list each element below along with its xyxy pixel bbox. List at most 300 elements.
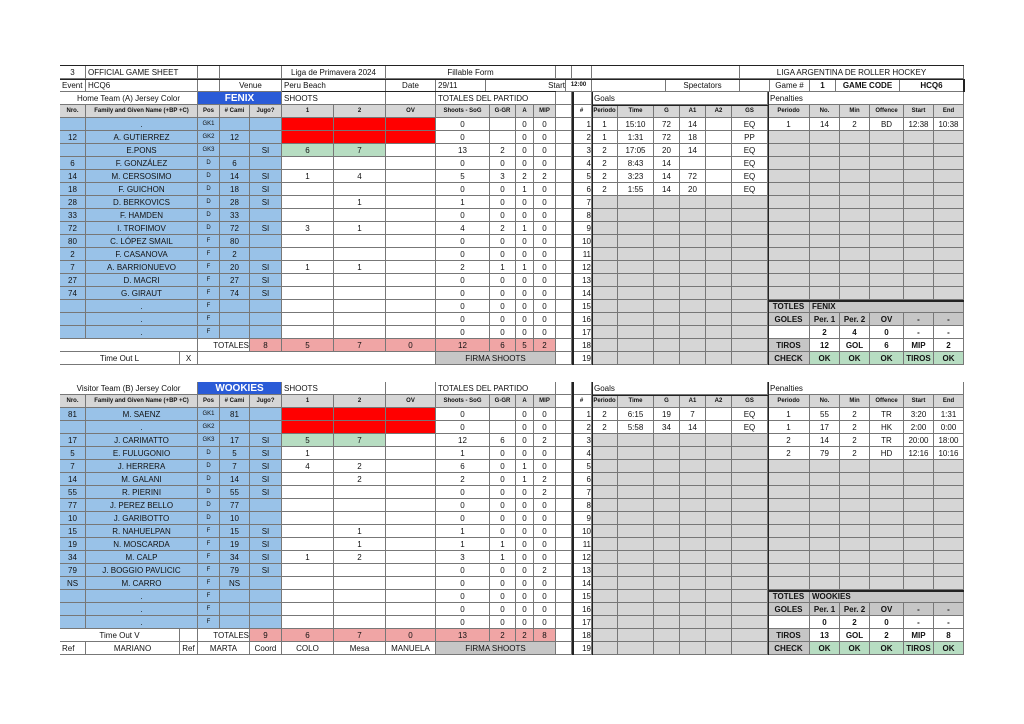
goal-empty-cell[interactable]	[732, 590, 768, 603]
player-played[interactable]	[250, 157, 282, 170]
shots-period-1[interactable]	[282, 235, 334, 248]
shots-overtime[interactable]	[386, 326, 436, 339]
shots-period-2[interactable]: 2	[334, 551, 386, 564]
goal-empty-cell[interactable]	[618, 512, 654, 525]
goal-period[interactable]: 1	[592, 131, 618, 144]
penalty-empty-cell[interactable]	[934, 274, 964, 287]
penalty-empty-cell[interactable]	[768, 222, 810, 235]
penalty-end[interactable]: 10:38	[934, 118, 964, 131]
goal-empty-cell[interactable]	[680, 261, 706, 274]
player-number[interactable]: 18	[60, 183, 86, 196]
player-played[interactable]: SI	[250, 434, 282, 447]
player-jersey[interactable]: 17	[220, 434, 250, 447]
goal-empty-cell[interactable]	[732, 525, 768, 538]
goal-empty-cell[interactable]	[680, 352, 706, 365]
penalty-empty-cell[interactable]	[768, 131, 810, 144]
player-jersey[interactable]	[220, 326, 250, 339]
penalty-empty-cell[interactable]	[810, 222, 840, 235]
shots-overtime[interactable]	[386, 538, 436, 551]
goal-empty-cell[interactable]	[654, 196, 680, 209]
goal-situation[interactable]: PP	[732, 131, 768, 144]
penalty-empty-cell[interactable]	[768, 525, 810, 538]
player-name[interactable]: M. SAENZ	[86, 408, 198, 421]
player-number[interactable]	[60, 590, 86, 603]
goal-empty-cell[interactable]	[654, 209, 680, 222]
penalty-empty-cell[interactable]	[810, 525, 840, 538]
player-name[interactable]: .	[86, 590, 198, 603]
goal-empty-cell[interactable]	[732, 577, 768, 590]
player-played[interactable]	[250, 577, 282, 590]
penalty-empty-cell[interactable]	[840, 209, 870, 222]
player-number[interactable]	[60, 313, 86, 326]
shots-period-2[interactable]	[334, 209, 386, 222]
player-jersey[interactable]: 10	[220, 512, 250, 525]
goal-empty-cell[interactable]	[618, 486, 654, 499]
penalty-empty-cell[interactable]	[934, 144, 964, 157]
shots-period-1[interactable]	[282, 590, 334, 603]
goal-empty-cell[interactable]	[680, 499, 706, 512]
goal-empty-cell[interactable]	[618, 616, 654, 629]
goal-empty-cell[interactable]	[592, 434, 618, 447]
penalty-empty-cell[interactable]	[768, 196, 810, 209]
check-ok[interactable]: OK	[934, 352, 964, 365]
player-name[interactable]: D. BERKOVICS	[86, 196, 198, 209]
player-name[interactable]: R. NAHUELPAN	[86, 525, 198, 538]
goal-empty-cell[interactable]	[654, 603, 680, 616]
shots-period-1[interactable]	[282, 616, 334, 629]
goal-empty-cell[interactable]	[732, 274, 768, 287]
check-tiros[interactable]: TIROS	[904, 352, 934, 365]
player-jersey[interactable]: 28	[220, 196, 250, 209]
shots-period-2[interactable]	[334, 408, 386, 421]
goal-empty-cell[interactable]	[732, 603, 768, 616]
goal-empty-cell[interactable]	[706, 326, 732, 339]
player-name[interactable]: F. GONZÁLEZ	[86, 157, 198, 170]
penalty-empty-cell[interactable]	[768, 473, 810, 486]
goal-empty-cell[interactable]	[618, 235, 654, 248]
goal-empty-cell[interactable]	[654, 538, 680, 551]
player-played[interactable]: SI	[250, 196, 282, 209]
goal-assist-1[interactable]: 72	[680, 170, 706, 183]
penalty-end[interactable]: 10:16	[934, 447, 964, 460]
penalty-empty-cell[interactable]	[768, 551, 810, 564]
shots-overtime[interactable]	[386, 564, 436, 577]
goal-empty-cell[interactable]	[592, 261, 618, 274]
penalty-end[interactable]: 1:31	[934, 408, 964, 421]
player-jersey[interactable]: 18	[220, 183, 250, 196]
penalty-empty-cell[interactable]	[810, 248, 840, 261]
goal-empty-cell[interactable]	[680, 209, 706, 222]
penalty-empty-cell[interactable]	[840, 287, 870, 300]
goal-empty-cell[interactable]	[592, 248, 618, 261]
shots-overtime[interactable]	[386, 499, 436, 512]
shots-period-2[interactable]: 7	[334, 144, 386, 157]
goal-empty-cell[interactable]	[706, 512, 732, 525]
shots-period-1[interactable]	[282, 512, 334, 525]
goal-empty-cell[interactable]	[592, 603, 618, 616]
shots-period-1[interactable]: 1	[282, 261, 334, 274]
goal-empty-cell[interactable]	[732, 326, 768, 339]
goal-empty-cell[interactable]	[592, 460, 618, 473]
player-played[interactable]	[250, 408, 282, 421]
shots-overtime[interactable]	[386, 170, 436, 183]
penalty-empty-cell[interactable]	[810, 131, 840, 144]
mesa-official[interactable]: MANUELA	[386, 642, 436, 655]
goal-empty-cell[interactable]	[732, 538, 768, 551]
penalty-empty-cell[interactable]	[870, 183, 904, 196]
player-number[interactable]: 17	[60, 434, 86, 447]
penalty-empty-cell[interactable]	[904, 144, 934, 157]
player-played[interactable]: SI	[250, 473, 282, 486]
goal-empty-cell[interactable]	[706, 248, 732, 261]
shots-period-1[interactable]	[282, 300, 334, 313]
goal-empty-cell[interactable]	[618, 248, 654, 261]
penalty-empty-cell[interactable]	[904, 183, 934, 196]
penalty-empty-cell[interactable]	[904, 248, 934, 261]
penalty-empty-cell[interactable]	[768, 486, 810, 499]
event-value[interactable]: HCQ6	[86, 79, 198, 92]
shots-period-1[interactable]	[282, 248, 334, 261]
player-jersey[interactable]	[220, 603, 250, 616]
player-name[interactable]: .	[86, 313, 198, 326]
goal-empty-cell[interactable]	[680, 473, 706, 486]
goal-empty-cell[interactable]	[732, 209, 768, 222]
penalty-empty-cell[interactable]	[768, 235, 810, 248]
shots-overtime[interactable]	[386, 551, 436, 564]
goal-empty-cell[interactable]	[618, 629, 654, 642]
shots-period-2[interactable]: 7	[334, 434, 386, 447]
penalty-off[interactable]: BD	[870, 118, 904, 131]
player-number[interactable]: 7	[60, 261, 86, 274]
goal-empty-cell[interactable]	[654, 577, 680, 590]
goal-assist-2[interactable]	[706, 157, 732, 170]
check-ok[interactable]: OK	[840, 352, 870, 365]
shots-overtime[interactable]	[386, 261, 436, 274]
goal-time[interactable]: 17:05	[618, 144, 654, 157]
shots-overtime[interactable]	[386, 196, 436, 209]
shots-overtime[interactable]	[386, 118, 436, 131]
shots-overtime[interactable]	[386, 512, 436, 525]
goal-empty-cell[interactable]	[732, 616, 768, 629]
penalty-empty-cell[interactable]	[934, 538, 964, 551]
goal-empty-cell[interactable]	[618, 525, 654, 538]
shots-period-1[interactable]	[282, 473, 334, 486]
goal-empty-cell[interactable]	[618, 473, 654, 486]
goal-scorer[interactable]: 72	[654, 131, 680, 144]
player-jersey[interactable]: 6	[220, 157, 250, 170]
penalty-no[interactable]: 79	[810, 447, 840, 460]
penalty-empty-cell[interactable]	[810, 183, 840, 196]
player-jersey[interactable]	[220, 616, 250, 629]
penalty-empty-cell[interactable]	[934, 209, 964, 222]
goal-period[interactable]: 2	[592, 183, 618, 196]
player-name[interactable]: A. GUTIERREZ	[86, 131, 198, 144]
penalty-no[interactable]: 17	[810, 421, 840, 434]
goal-empty-cell[interactable]	[706, 352, 732, 365]
player-played[interactable]	[250, 326, 282, 339]
player-number[interactable]: 77	[60, 499, 86, 512]
goal-situation[interactable]: EQ	[732, 157, 768, 170]
penalty-empty-cell[interactable]	[904, 222, 934, 235]
penalty-end[interactable]: 18:00	[934, 434, 964, 447]
penalty-empty-cell[interactable]	[870, 564, 904, 577]
shots-period-1[interactable]: 1	[282, 170, 334, 183]
goal-empty-cell[interactable]	[592, 235, 618, 248]
penalty-empty-cell[interactable]	[934, 170, 964, 183]
penalty-empty-cell[interactable]	[870, 499, 904, 512]
shots-period-1[interactable]	[282, 196, 334, 209]
shots-period-2[interactable]: 2	[334, 473, 386, 486]
penalty-empty-cell[interactable]	[934, 473, 964, 486]
goal-situation[interactable]: EQ	[732, 183, 768, 196]
penalty-empty-cell[interactable]	[810, 460, 840, 473]
goal-assist-1[interactable]: 18	[680, 131, 706, 144]
shots-overtime[interactable]	[386, 603, 436, 616]
goal-empty-cell[interactable]	[680, 616, 706, 629]
goal-assist-2[interactable]	[706, 421, 732, 434]
goal-empty-cell[interactable]	[654, 525, 680, 538]
goal-empty-cell[interactable]	[618, 222, 654, 235]
penalty-min[interactable]: 2	[840, 118, 870, 131]
penalty-no[interactable]: 14	[810, 118, 840, 131]
player-jersey[interactable]: 74	[220, 287, 250, 300]
goal-empty-cell[interactable]	[680, 538, 706, 551]
goal-empty-cell[interactable]	[732, 460, 768, 473]
shots-period-2[interactable]	[334, 512, 386, 525]
goal-empty-cell[interactable]	[592, 551, 618, 564]
shots-period-1[interactable]	[282, 421, 334, 434]
player-number[interactable]	[60, 300, 86, 313]
check-ok[interactable]: OK	[870, 352, 904, 365]
game-number-value[interactable]: 1	[810, 79, 836, 92]
penalty-p[interactable]: 2	[768, 447, 810, 460]
shots-period-1[interactable]	[282, 209, 334, 222]
shots-period-2[interactable]	[334, 313, 386, 326]
player-played[interactable]	[250, 118, 282, 131]
player-jersey[interactable]: 2	[220, 248, 250, 261]
penalty-min[interactable]: 2	[840, 447, 870, 460]
goal-empty-cell[interactable]	[592, 287, 618, 300]
shots-period-2[interactable]	[334, 486, 386, 499]
penalty-p[interactable]: 1	[768, 118, 810, 131]
goal-empty-cell[interactable]	[618, 287, 654, 300]
goal-empty-cell[interactable]	[680, 287, 706, 300]
shots-period-2[interactable]	[334, 118, 386, 131]
player-name[interactable]: C. LÓPEZ SMAIL	[86, 235, 198, 248]
player-jersey[interactable]	[220, 118, 250, 131]
penalty-no[interactable]: 14	[810, 434, 840, 447]
player-jersey[interactable]: 27	[220, 274, 250, 287]
goal-empty-cell[interactable]	[618, 261, 654, 274]
check-ok[interactable]: OK	[934, 642, 964, 655]
goal-empty-cell[interactable]	[680, 564, 706, 577]
penalty-empty-cell[interactable]	[904, 274, 934, 287]
goal-empty-cell[interactable]	[654, 235, 680, 248]
goal-empty-cell[interactable]	[592, 222, 618, 235]
player-number[interactable]: 15	[60, 525, 86, 538]
goal-empty-cell[interactable]	[706, 196, 732, 209]
player-played[interactable]	[250, 131, 282, 144]
shots-period-1[interactable]	[282, 131, 334, 144]
goal-empty-cell[interactable]	[680, 551, 706, 564]
shots-period-2[interactable]	[334, 287, 386, 300]
goal-empty-cell[interactable]	[732, 447, 768, 460]
goal-empty-cell[interactable]	[618, 434, 654, 447]
goal-empty-cell[interactable]	[732, 248, 768, 261]
penalty-empty-cell[interactable]	[768, 261, 810, 274]
penalty-empty-cell[interactable]	[840, 512, 870, 525]
venue-value[interactable]: Peru Beach	[282, 79, 386, 92]
penalty-empty-cell[interactable]	[810, 157, 840, 170]
penalty-empty-cell[interactable]	[840, 486, 870, 499]
player-number[interactable]: 7	[60, 460, 86, 473]
player-number[interactable]: 34	[60, 551, 86, 564]
penalty-start[interactable]: 3:20	[904, 408, 934, 421]
penalty-empty-cell[interactable]	[934, 261, 964, 274]
goal-empty-cell[interactable]	[732, 551, 768, 564]
goal-time[interactable]: 1:55	[618, 183, 654, 196]
penalty-empty-cell[interactable]	[934, 222, 964, 235]
goal-empty-cell[interactable]	[706, 642, 732, 655]
goal-empty-cell[interactable]	[706, 313, 732, 326]
penalty-empty-cell[interactable]	[840, 261, 870, 274]
check-ok[interactable]: OK	[810, 352, 840, 365]
penalty-empty-cell[interactable]	[768, 499, 810, 512]
coordinator[interactable]: COLO	[282, 642, 334, 655]
player-number[interactable]: 14	[60, 170, 86, 183]
player-played[interactable]	[250, 248, 282, 261]
goal-empty-cell[interactable]	[618, 300, 654, 313]
goal-empty-cell[interactable]	[654, 590, 680, 603]
shots-overtime[interactable]	[386, 274, 436, 287]
penalty-empty-cell[interactable]	[810, 196, 840, 209]
penalty-empty-cell[interactable]	[934, 525, 964, 538]
player-name[interactable]: A. BARRIONUEVO	[86, 261, 198, 274]
shots-period-1[interactable]: 6	[282, 144, 334, 157]
player-jersey[interactable]	[220, 144, 250, 157]
goal-empty-cell[interactable]	[654, 313, 680, 326]
goal-empty-cell[interactable]	[592, 473, 618, 486]
check-tiros[interactable]: TIROS	[904, 642, 934, 655]
player-number[interactable]	[60, 326, 86, 339]
penalty-empty-cell[interactable]	[870, 144, 904, 157]
goal-empty-cell[interactable]	[592, 313, 618, 326]
player-played[interactable]	[250, 590, 282, 603]
player-number[interactable]: 33	[60, 209, 86, 222]
goal-empty-cell[interactable]	[732, 486, 768, 499]
goal-empty-cell[interactable]	[706, 235, 732, 248]
goal-scorer[interactable]: 14	[654, 157, 680, 170]
player-number[interactable]	[60, 144, 86, 157]
penalty-empty-cell[interactable]	[840, 144, 870, 157]
player-played[interactable]: SI	[250, 183, 282, 196]
goal-empty-cell[interactable]	[680, 577, 706, 590]
goal-empty-cell[interactable]	[654, 642, 680, 655]
shots-overtime[interactable]	[386, 408, 436, 421]
shots-period-1[interactable]	[282, 499, 334, 512]
shots-period-2[interactable]: 1	[334, 222, 386, 235]
player-number[interactable]	[60, 603, 86, 616]
goal-empty-cell[interactable]	[654, 499, 680, 512]
shots-overtime[interactable]	[386, 486, 436, 499]
goal-empty-cell[interactable]	[618, 274, 654, 287]
player-name[interactable]: .	[86, 421, 198, 434]
player-played[interactable]: SI	[250, 222, 282, 235]
goal-empty-cell[interactable]	[732, 222, 768, 235]
penalty-empty-cell[interactable]	[768, 170, 810, 183]
goal-empty-cell[interactable]	[592, 616, 618, 629]
goal-situation[interactable]: EQ	[732, 170, 768, 183]
date-value[interactable]: 29/11	[436, 79, 486, 92]
goal-assist-2[interactable]	[706, 183, 732, 196]
goal-assist-2[interactable]	[706, 408, 732, 421]
penalty-empty-cell[interactable]	[870, 248, 904, 261]
player-name[interactable]: J. BOGGIO PAVLICIC	[86, 564, 198, 577]
player-played[interactable]: SI	[250, 170, 282, 183]
shots-period-2[interactable]	[334, 616, 386, 629]
goal-empty-cell[interactable]	[732, 235, 768, 248]
goal-empty-cell[interactable]	[618, 551, 654, 564]
goal-scorer[interactable]: 34	[654, 421, 680, 434]
goal-empty-cell[interactable]	[618, 499, 654, 512]
start-value[interactable]: 12:00	[566, 79, 592, 92]
goal-scorer[interactable]: 72	[654, 118, 680, 131]
penalty-empty-cell[interactable]	[934, 157, 964, 170]
penalty-empty-cell[interactable]	[840, 170, 870, 183]
player-played[interactable]: SI	[250, 287, 282, 300]
goal-empty-cell[interactable]	[706, 564, 732, 577]
goal-empty-cell[interactable]	[654, 564, 680, 577]
goal-empty-cell[interactable]	[618, 590, 654, 603]
penalty-empty-cell[interactable]	[904, 538, 934, 551]
shots-overtime[interactable]	[386, 590, 436, 603]
goal-empty-cell[interactable]	[592, 577, 618, 590]
goal-time[interactable]: 1:31	[618, 131, 654, 144]
penalty-empty-cell[interactable]	[904, 209, 934, 222]
shots-period-1[interactable]: 4	[282, 460, 334, 473]
player-name[interactable]: M. CARRO	[86, 577, 198, 590]
shots-period-2[interactable]	[334, 274, 386, 287]
goal-assist-1[interactable]: 14	[680, 118, 706, 131]
goal-empty-cell[interactable]	[732, 261, 768, 274]
penalty-empty-cell[interactable]	[934, 460, 964, 473]
goal-empty-cell[interactable]	[680, 590, 706, 603]
goal-empty-cell[interactable]	[680, 460, 706, 473]
penalty-empty-cell[interactable]	[768, 512, 810, 525]
player-jersey[interactable]: 77	[220, 499, 250, 512]
goal-empty-cell[interactable]	[618, 196, 654, 209]
player-number[interactable]: 79	[60, 564, 86, 577]
penalty-empty-cell[interactable]	[870, 274, 904, 287]
player-played[interactable]: SI	[250, 538, 282, 551]
goal-empty-cell[interactable]	[618, 538, 654, 551]
goal-empty-cell[interactable]	[706, 460, 732, 473]
shots-overtime[interactable]	[386, 287, 436, 300]
penalty-empty-cell[interactable]	[904, 473, 934, 486]
goal-situation[interactable]: EQ	[732, 144, 768, 157]
shots-overtime[interactable]	[386, 248, 436, 261]
player-name[interactable]: F. CASANOVA	[86, 248, 198, 261]
penalty-empty-cell[interactable]	[904, 235, 934, 248]
goal-empty-cell[interactable]	[592, 642, 618, 655]
player-jersey[interactable]: 34	[220, 551, 250, 564]
player-played[interactable]: SI	[250, 551, 282, 564]
player-name[interactable]: .	[86, 326, 198, 339]
penalty-empty-cell[interactable]	[870, 460, 904, 473]
goal-empty-cell[interactable]	[618, 352, 654, 365]
goal-empty-cell[interactable]	[654, 300, 680, 313]
goal-empty-cell[interactable]	[592, 352, 618, 365]
